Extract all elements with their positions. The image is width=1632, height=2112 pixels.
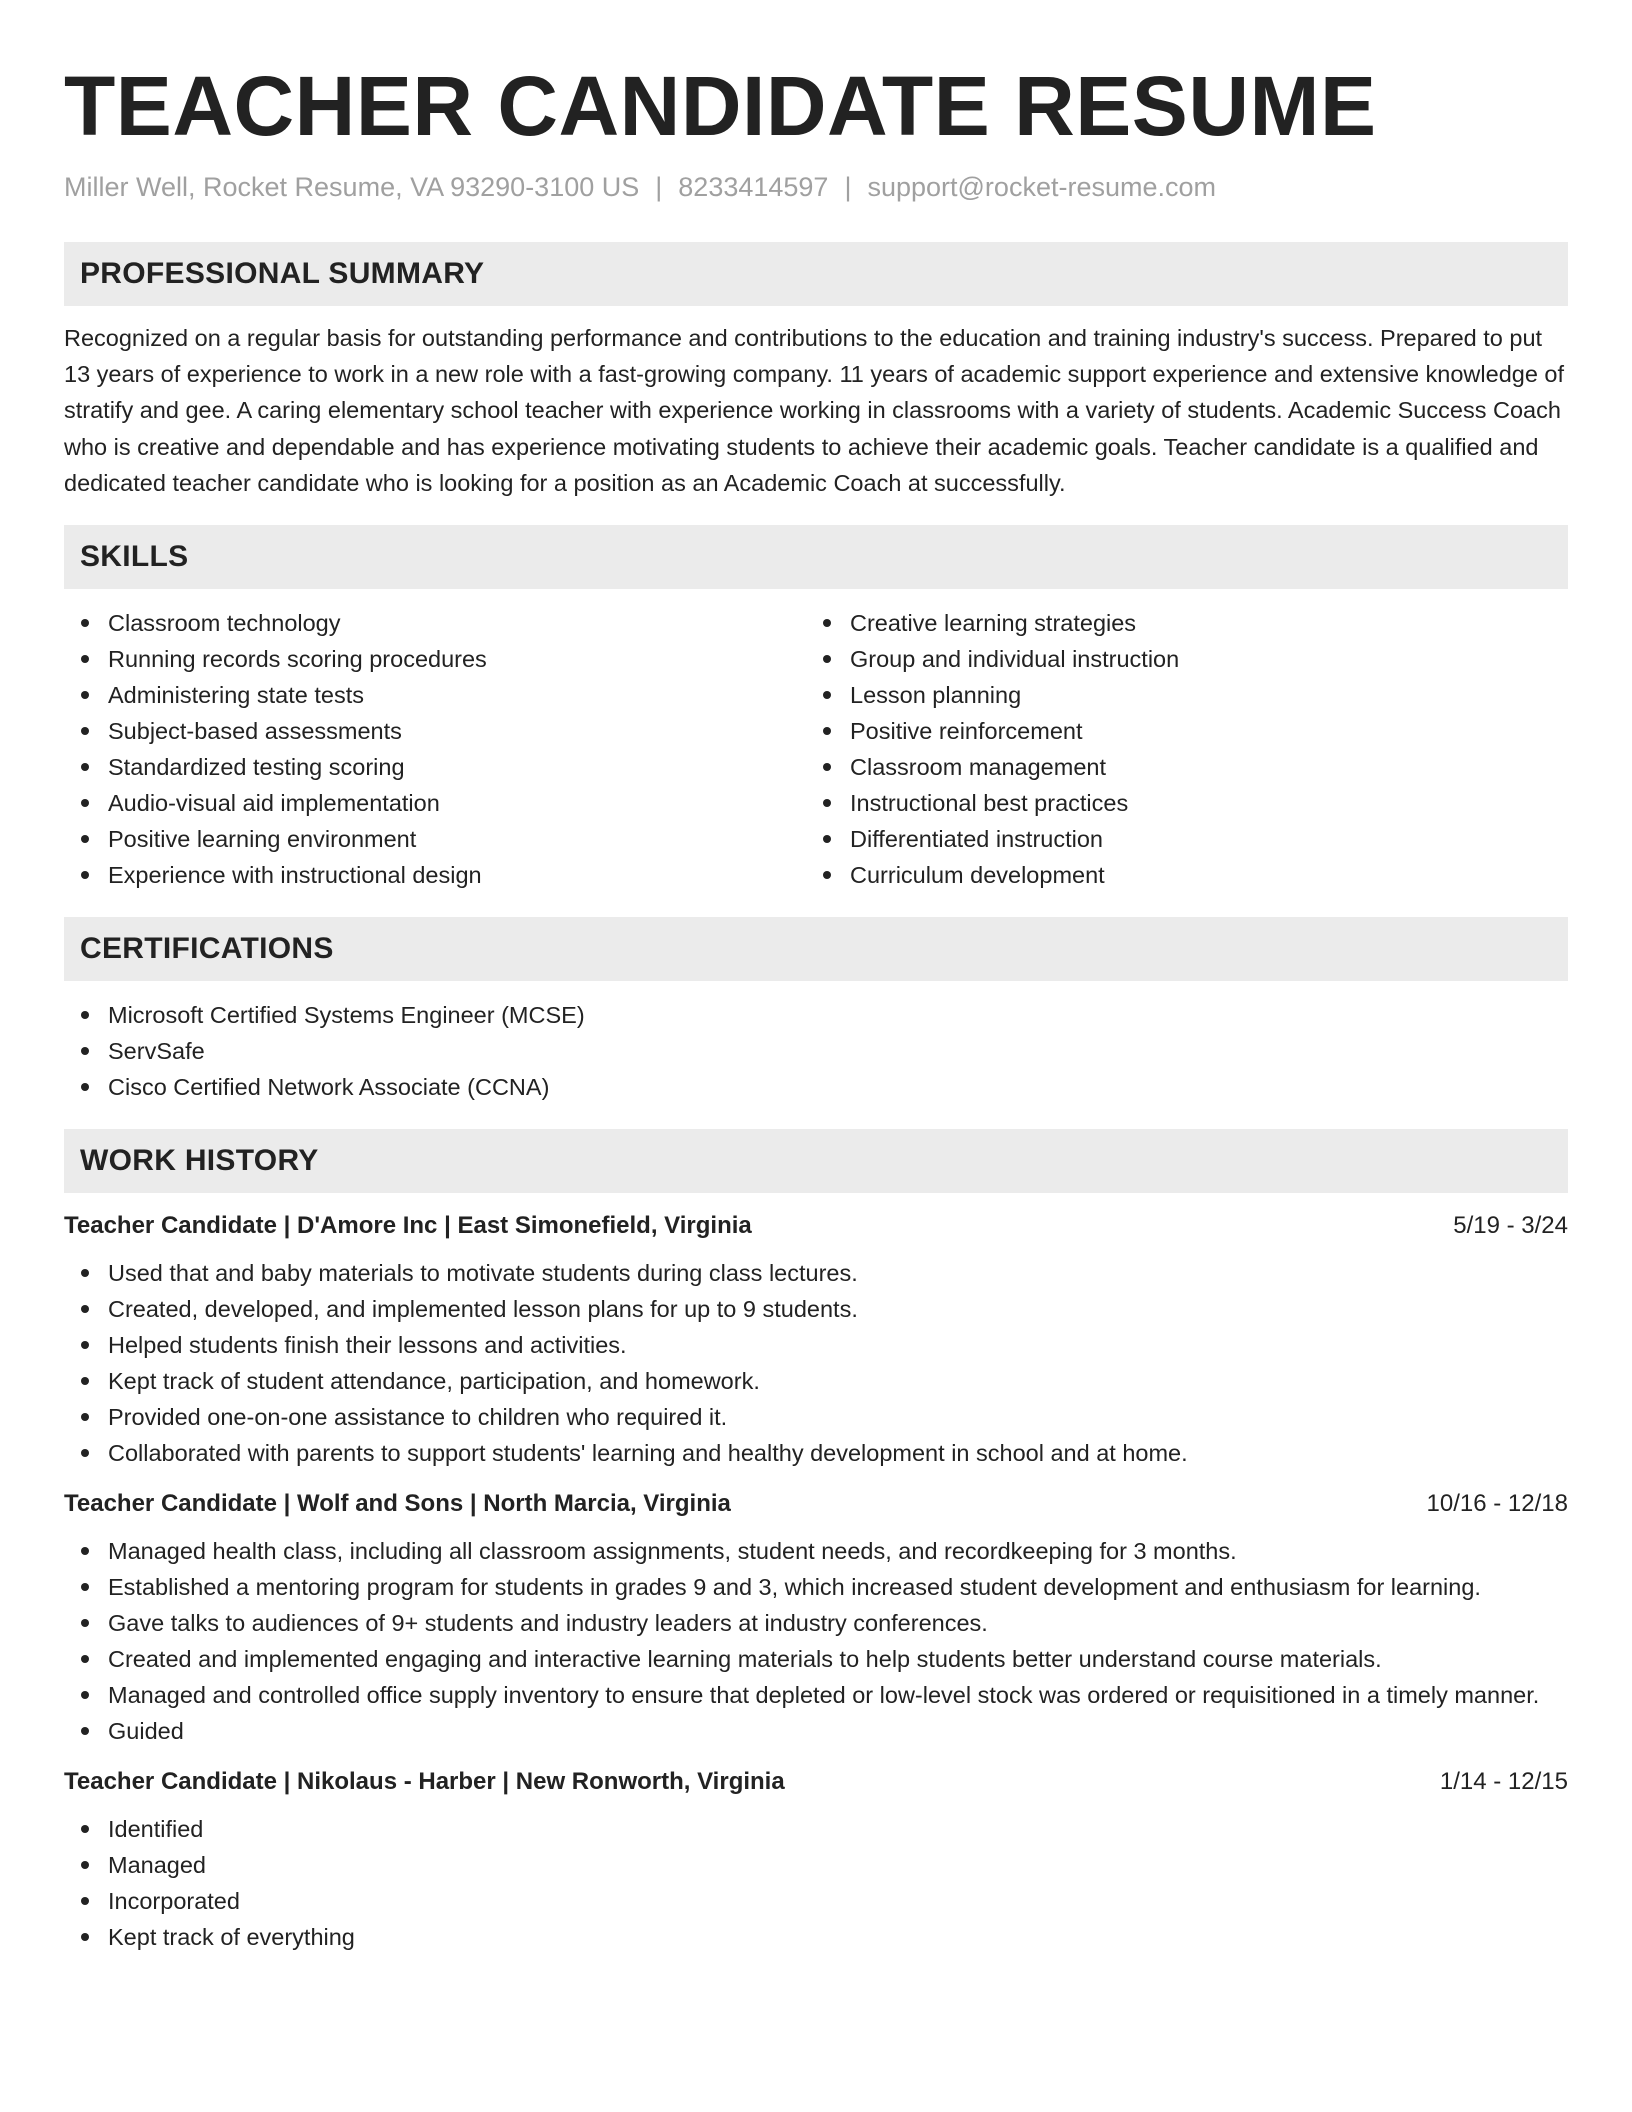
- job-bullet: Gave talks to audiences of 9+ students and industry leaders at industry conferences.: [64, 1605, 1568, 1641]
- skill-item: Instructional best practices: [806, 785, 1548, 821]
- section-header-skills: SKILLS: [64, 525, 1568, 589]
- certification-item: Microsoft Certified Systems Engineer (MCSE): [64, 997, 1568, 1033]
- skills-column-right: [806, 605, 1548, 893]
- job-bullet: Kept track of everything: [64, 1919, 1568, 1955]
- skill-item: Lesson planning: [806, 677, 1548, 713]
- summary-text: Recognized on a regular basis for outstanding performance and contributions to the education and training industry's success. Prepared to put 13 years of experience to work in a new role with a fast-growing company. 11 years of academic support experience and extensive knowledge of stratify and gee. A caring elementary school teacher with experience working in classrooms with a variety of students. Academic Success Coach who is creative and dependable and has experience motivating students to achieve their academic goals. Teacher candidate is a qualified and dedicated teacher candidate who is looking for a position as an Academic Coach at successfully.: [64, 325, 1565, 496]
- job-dates: 10/16 - 12/18: [1426, 1490, 1568, 1518]
- section-header-certifications: CERTIFICATIONS: [64, 917, 1568, 981]
- job-bullet: Established a mentoring program for students in grades 9 and 3, which increased student development and enthusiasm for learning.: [64, 1569, 1568, 1605]
- resume-title: TEACHER CANDIDATE RESUME: [64, 59, 1377, 153]
- job-bullet: Managed health class, including all classroom assignments, student needs, and recordkeeping for 3 months.: [64, 1533, 1568, 1569]
- skills-column-left: [64, 605, 806, 893]
- skill-item: Positive learning environment: [64, 821, 806, 857]
- certification-item: Cisco Certified Network Associate (CCNA): [64, 1069, 1568, 1105]
- skill-item: Group and individual instruction: [806, 641, 1548, 677]
- job-header: [64, 1209, 1568, 1243]
- certifications-list: [64, 997, 1568, 1105]
- job-dates: 1/14 - 12/15: [1439, 1768, 1568, 1796]
- contact-address: Miller Well, Rocket Resume, VA 93290-3100 US: [64, 172, 640, 202]
- job-header: [64, 1487, 1568, 1521]
- job-title: Teacher Candidate | Wolf and Sons | North Marcia, Virginia: [64, 1490, 731, 1518]
- certification-item: ServSafe: [64, 1033, 1568, 1069]
- job-bullet: Managed: [64, 1847, 1568, 1883]
- job-bullets: [64, 1811, 1568, 1955]
- job-bullet: Created, developed, and implemented lesson plans for up to 9 students.: [64, 1291, 1568, 1327]
- contact-phone: 8233414597: [678, 172, 829, 202]
- job-title: Teacher Candidate | Nikolaus - Harber | New Ronworth, Virginia: [64, 1768, 785, 1796]
- skills-list: [64, 605, 1568, 893]
- skill-item: Differentiated instruction: [806, 821, 1548, 857]
- skill-item: Standardized testing scoring: [64, 749, 806, 785]
- job-bullet: Incorporated: [64, 1883, 1568, 1919]
- job-bullet: Identified: [64, 1811, 1568, 1847]
- job-dates: 5/19 - 3/24: [1453, 1212, 1568, 1240]
- job-bullet: Used that and baby materials to motivate students during class lectures.: [64, 1255, 1568, 1291]
- job-bullet: Provided one-on-one assistance to children who required it.: [64, 1399, 1568, 1435]
- skill-item: Positive reinforcement: [806, 713, 1548, 749]
- skill-item: Subject-based assessments: [64, 713, 806, 749]
- skill-item: Creative learning strategies: [806, 605, 1548, 641]
- skill-item: Audio-visual aid implementation: [64, 785, 806, 821]
- job-header: [64, 1765, 1568, 1799]
- contact-email: support@rocket-resume.com: [867, 172, 1216, 202]
- skill-item: Experience with instructional design: [64, 857, 806, 893]
- contact-separator: |: [655, 172, 663, 202]
- job-bullet: Helped students finish their lessons and activities.: [64, 1327, 1568, 1363]
- job-bullet: Collaborated with parents to support students' learning and healthy development in school and at home.: [64, 1435, 1568, 1471]
- skill-item: Curriculum development: [806, 857, 1548, 893]
- job-bullet: Created and implemented engaging and interactive learning materials to help students better understand course materials.: [64, 1641, 1568, 1677]
- job-entry: [64, 1487, 1568, 1749]
- resume-page: [64, 0, 1568, 1955]
- job-entry: [64, 1209, 1568, 1471]
- job-bullet: Managed and controlled office supply inventory to ensure that depleted or low-level stock was ordered or requisitioned in a timely manner.: [64, 1677, 1568, 1713]
- skill-item: Classroom technology: [64, 605, 806, 641]
- job-bullet: Guided: [64, 1713, 1568, 1749]
- job-bullet: Kept track of student attendance, participation, and homework.: [64, 1363, 1568, 1399]
- job-bullets: [64, 1255, 1568, 1471]
- skill-item: Running records scoring procedures: [64, 641, 806, 677]
- section-header-summary: PROFESSIONAL SUMMARY: [64, 242, 1568, 306]
- contact-line: [64, 170, 1568, 204]
- skill-item: Administering state tests: [64, 677, 806, 713]
- job-entry: [64, 1765, 1568, 1955]
- job-bullets: [64, 1533, 1568, 1749]
- section-header-work-history: WORK HISTORY: [64, 1129, 1568, 1193]
- skill-item: Classroom management: [806, 749, 1548, 785]
- contact-separator: |: [844, 172, 852, 202]
- job-title: Teacher Candidate | D'Amore Inc | East Simonefield, Virginia: [64, 1212, 752, 1240]
